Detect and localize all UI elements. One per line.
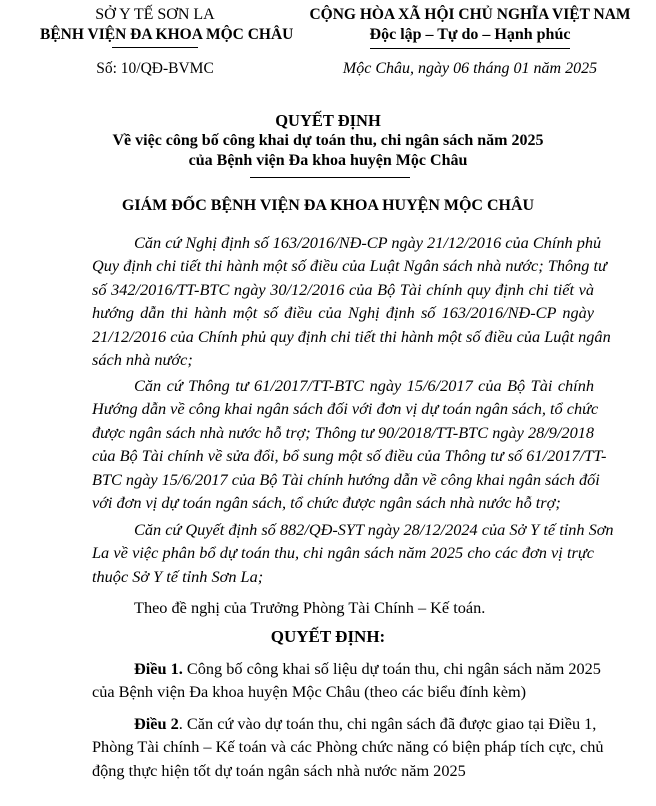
- text-line: Căn cứ Thông tư 61/2017/TT-BTC ngày 15/6/2017 của Bộ Tài chính: [134, 376, 594, 395]
- document-subject-line-2: của Bệnh viện Đa khoa huyện Mộc Châu: [188, 152, 468, 169]
- subject-underline: [250, 177, 410, 178]
- text-line: hướng dẫn thi hành một số điều của Nghị định số 163/2016/NĐ-CP ngày: [92, 303, 594, 323]
- article-2: [92, 712, 604, 782]
- text-line: Căn cứ Quyết định số 882/QĐ-SYT ngày 28/12/2024 của Sở Y tế tỉnh Sơn: [134, 520, 614, 539]
- document-title: QUYẾT ĐỊNH: [275, 111, 381, 130]
- document-subject-line-1: Về việc công bố công khai dự toán thu, chi ngân sách năm 2025: [112, 132, 544, 149]
- text-line: [92, 712, 597, 735]
- text-line: với đơn vị dự toán ngân sách, tổ chức được ngân sách nhà nước hỗ trợ;: [92, 493, 561, 513]
- text-line: sách nhà nước;: [92, 350, 193, 370]
- hospital-name: BỆNH VIỆN ĐA KHOA MỘC CHÂU: [40, 26, 294, 43]
- text-line: Phòng Tài chính – Kế toán và các Phòng chức năng có biện pháp tích cực, chủ: [92, 737, 604, 757]
- motto-underline: [370, 48, 570, 49]
- text-line: Hướng dẫn về công khai ngân sách đối với đơn vị dự toán ngân sách, tổ chức: [92, 399, 599, 419]
- article-1: [92, 657, 601, 704]
- text-line: được ngân sách nhà nước hỗ trợ; Thông tư 90/2018/TT-BTC ngày 28/9/2018: [92, 422, 594, 442]
- basis-paragraph-1: [92, 231, 611, 371]
- hospital-underline: [112, 47, 198, 48]
- place-date: Mộc Châu, ngày 06 tháng 01 năm 2025: [342, 60, 598, 77]
- proposal-line: Theo đề nghị của Trưởng Phòng Tài Chính – Kế toán.: [134, 598, 486, 617]
- decision-heading: QUYẾT ĐỊNH:: [270, 627, 386, 646]
- text-line: của Bộ Tài chính về sửa đổi, bổ sung một số điều của Thông tư số 61/2017/TT-: [92, 446, 607, 466]
- text-line: của Bệnh viện Đa khoa huyện Mộc Châu (theo các biểu đính kèm): [92, 682, 527, 702]
- text-line: Quy định chi tiết thi hành một số điều của Luật Ngân sách nhà nước; Thông tư: [92, 256, 607, 276]
- article-1-text: Công bố công khai số liệu dự toán thu, chi ngân sách năm 2025: [182, 659, 601, 678]
- nation-name: CỘNG HÒA XÃ HỘI CHỦ NGHĨA VIỆT NAM: [309, 6, 631, 23]
- text-line: [92, 657, 601, 680]
- national-motto: Độc lập – Tự do – Hạnh phúc: [369, 26, 571, 43]
- text-line: 21/12/2016 của Chính phủ quy định chi tiết thi hành một số điều của Luật ngân: [92, 326, 611, 346]
- text-line: động thực hiện tốt dự toán ngân sách nhà nước năm 2025: [92, 760, 466, 780]
- document-number: Số: 10/QĐ-BVMC: [96, 60, 214, 77]
- text-line: Căn cứ Nghị định số 163/2016/NĐ-CP ngày 21/12/2016 của Chính phủ: [134, 233, 602, 252]
- agency-name: SỞ Y TẾ SƠN LA: [95, 6, 215, 23]
- article-1-label: Điều 1.: [134, 659, 183, 678]
- article-2-label: Điều 2: [134, 714, 179, 733]
- issuing-authority: GIÁM ĐỐC BỆNH VIỆN ĐA KHOA HUYỆN MỘC CHÂU: [121, 197, 535, 214]
- basis-paragraph-3: [92, 518, 614, 588]
- text-line: La về việc phân bổ dự toán thu, chi ngân sách năm 2025 cho các đơn vị trực: [92, 543, 594, 563]
- article-2-text: . Căn cứ vào dự toán thu, chi ngân sách đã được giao tại Điều 1,: [178, 714, 597, 733]
- text-line: BTC ngày 15/6/2017 của Bộ Tài chính hướng dẫn về công khai ngân sách đối: [92, 469, 600, 489]
- basis-paragraph-2: [92, 374, 607, 514]
- text-line: số 342/2016/TT-BTC ngày 30/12/2016 của Bộ Tài chính quy định chi tiết và: [92, 279, 594, 299]
- text-line: thuộc Sở Y tế tỉnh Sơn La;: [92, 566, 264, 586]
